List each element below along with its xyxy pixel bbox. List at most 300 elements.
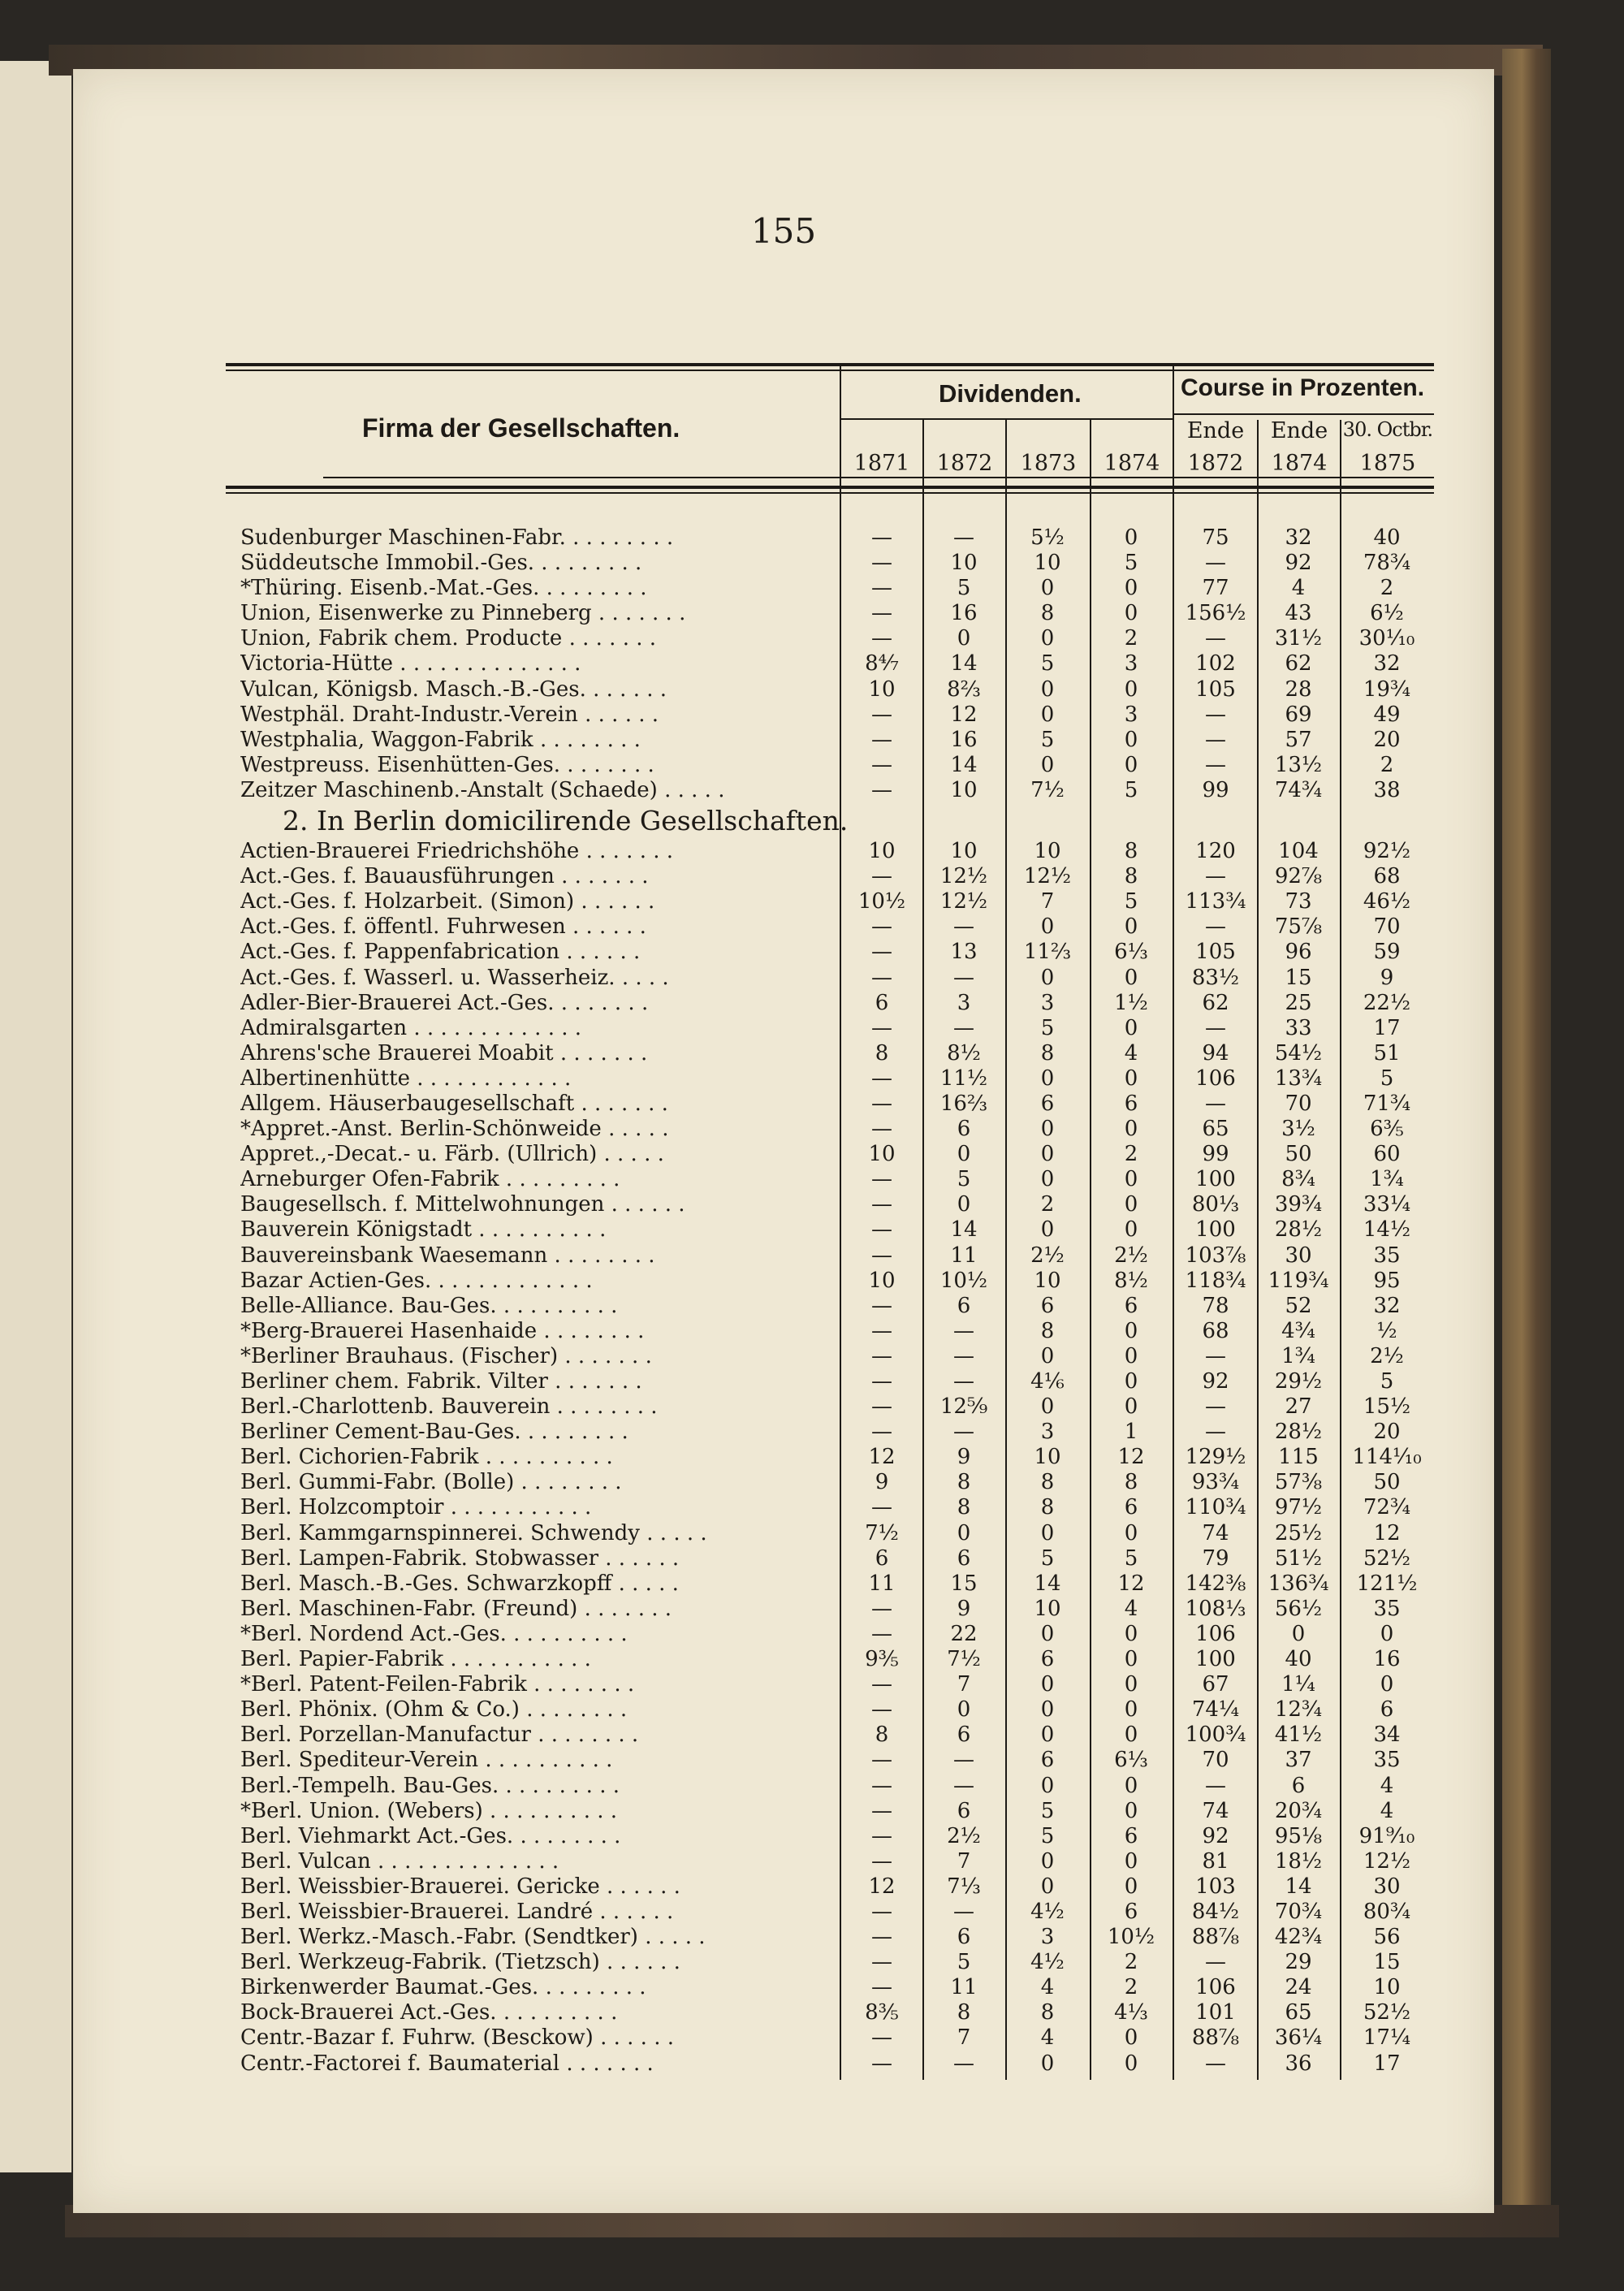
- course-1874: 41½: [1274, 1723, 1323, 1748]
- course-1874: 27: [1285, 1394, 1312, 1420]
- company-name: *Thüring. Eisenb.-Mat.-Ges. . . . . . . . .: [240, 576, 647, 601]
- div-1874: 0: [1124, 1647, 1138, 1672]
- course-1874: 20¾: [1274, 1798, 1323, 1823]
- course-1874: 29: [1285, 1950, 1312, 1975]
- div-1871: —: [871, 864, 892, 889]
- div-1874: 6⅓: [1114, 1748, 1148, 1773]
- div-1871: —: [871, 1293, 892, 1318]
- table-row: [226, 1672, 1434, 1697]
- table-row: [226, 940, 1434, 965]
- div-1874: 0: [1124, 1848, 1138, 1874]
- div-1873: 3: [1040, 1925, 1055, 1950]
- course-1875: 16: [1373, 1647, 1401, 1672]
- div-1871: —: [871, 1243, 892, 1268]
- company-name: Berliner Cement-Bau-Ges. . . . . . . . .: [240, 1420, 628, 1445]
- table-row: [226, 651, 1434, 676]
- company-name: Berl. Werkzeug-Fabrik. (Tietzsch) . . . . . .: [240, 1950, 680, 1975]
- binding-right: [1502, 49, 1551, 2225]
- div-1871: 7½: [865, 1520, 899, 1545]
- div-1873: 0: [1040, 1117, 1055, 1142]
- course-1872: 100: [1195, 1167, 1236, 1192]
- course-1872: —: [1205, 1950, 1226, 1975]
- div-1872: 22: [950, 1621, 978, 1646]
- course-1874: 8¾: [1281, 1167, 1315, 1192]
- div-1874: 0: [1124, 525, 1138, 550]
- course-1872: 93¾: [1191, 1470, 1240, 1495]
- company-name: Berl. Lampen-Fabrik. Stobwasser . . . . . .: [240, 1545, 680, 1571]
- div-1871: —: [871, 1091, 892, 1116]
- course-1874: 28½: [1274, 1420, 1323, 1445]
- div-1873: 7: [1040, 889, 1055, 914]
- div-1872: 8: [957, 2000, 971, 2025]
- table-body: [226, 525, 1434, 2077]
- course-1872: —: [1205, 626, 1226, 651]
- course-1872: —: [1205, 752, 1226, 777]
- div-1873: 6: [1040, 1293, 1055, 1318]
- course-1874: 31½: [1274, 626, 1323, 651]
- div-1873: 8: [1040, 601, 1055, 626]
- div-1871: —: [871, 1672, 892, 1697]
- table-row: [226, 1799, 1434, 1824]
- div-1873: 4½: [1030, 1899, 1065, 1924]
- div-1872: —: [953, 2051, 974, 2076]
- firma-header: Firma der Gesellschaften.: [362, 413, 680, 443]
- div-1871: —: [871, 965, 892, 990]
- div-1872: 0: [957, 1697, 971, 1723]
- course-1872: 106: [1195, 1066, 1236, 1091]
- course-1874: 4¾: [1281, 1318, 1315, 1343]
- div-1874: 2: [1124, 1975, 1138, 2000]
- table-row: [226, 1217, 1434, 1243]
- div-1873: 8: [1040, 1495, 1055, 1520]
- course-1872: 68: [1202, 1318, 1229, 1343]
- div-1871: —: [871, 525, 892, 550]
- course-1874: 18½: [1274, 1848, 1323, 1874]
- company-name: Berl. Cichorien-Fabrik . . . . . . . . . .: [240, 1445, 613, 1470]
- div-1873: 5: [1040, 1798, 1055, 1823]
- course-1874: 69: [1285, 702, 1312, 727]
- course-1872: 62: [1202, 990, 1229, 1015]
- div-1874: 0: [1124, 1394, 1138, 1420]
- company-name: Berl. Porzellan-Manufactur . . . . . . . .: [240, 1723, 639, 1748]
- company-name: Berl. Gummi-Fabr. (Bolle) . . . . . . . .: [240, 1470, 622, 1495]
- table-row: [226, 702, 1434, 728]
- div-1874: 5: [1124, 777, 1138, 802]
- header-divider: [323, 477, 1434, 478]
- course-1872: 74¼: [1191, 1697, 1240, 1723]
- company-name: Centr.-Factorei f. Baumaterial . . . . . . .: [240, 2051, 654, 2076]
- course-1875: 121½: [1356, 1571, 1418, 1596]
- table-row: [226, 1597, 1434, 1622]
- div-1874: 0: [1124, 914, 1138, 940]
- div-1873: 0: [1040, 576, 1055, 601]
- table-row: [226, 626, 1434, 651]
- div-1873: 10: [1034, 839, 1061, 864]
- header-bottom-rule-2: [226, 492, 1434, 494]
- course-1875: 14½: [1363, 1217, 1411, 1243]
- div-1873: 8: [1040, 2000, 1055, 2025]
- div-1872: 10½: [939, 1268, 988, 1293]
- div-1872: 14: [950, 1217, 978, 1243]
- div-1872: 13: [950, 940, 978, 965]
- div-1873: 10: [1034, 1596, 1061, 1621]
- table-row: [226, 753, 1434, 778]
- course-1875: 35: [1373, 1243, 1401, 1268]
- div-1874: 0: [1124, 1520, 1138, 1545]
- div-1874: 6: [1124, 1899, 1138, 1924]
- course-1872: 120: [1195, 839, 1236, 864]
- course-1875: 17: [1373, 1015, 1401, 1040]
- div-1872: —: [953, 1748, 974, 1773]
- div-1874: 0: [1124, 676, 1138, 702]
- div-1872: 8½: [947, 1040, 981, 1066]
- div-1871: —: [871, 1420, 892, 1445]
- course-1875: 38: [1373, 777, 1401, 802]
- div-1873: 0: [1040, 1142, 1055, 1167]
- course-1875: 35: [1373, 1596, 1401, 1621]
- course-1874: 97½: [1274, 1495, 1323, 1520]
- dividend-subrule: [841, 418, 1173, 420]
- course-1874: 0: [1291, 1621, 1306, 1646]
- div-1874: 0: [1124, 1217, 1138, 1243]
- div-1872: 0: [957, 626, 971, 651]
- div-1871: —: [871, 1015, 892, 1040]
- course-1872: 105: [1195, 676, 1236, 702]
- company-name: Act.-Ges. f. Wasserl. u. Wasserheiz. . . . .: [240, 965, 669, 990]
- div-1871: —: [871, 752, 892, 777]
- company-name: Westpreuss. Eisenhütten-Ges. . . . . . . .: [240, 752, 654, 777]
- course-col3-year: 1875: [1359, 451, 1416, 476]
- div-1872: —: [953, 1318, 974, 1343]
- company-name: Actien-Brauerei Friedrichshöhe . . . . . . .: [240, 839, 674, 864]
- course-1872: 99: [1202, 777, 1229, 802]
- course-1872: 88⅞: [1191, 1925, 1240, 1950]
- course-1874: 25: [1285, 990, 1312, 1015]
- course-1874: 30: [1285, 1243, 1312, 1268]
- div-1871: —: [871, 1167, 892, 1192]
- div-1871: 6: [875, 1545, 889, 1571]
- table-row: [226, 2000, 1434, 2025]
- company-name: Berl. Werkz.-Masch.-Fabr. (Sendtker) . . . . .: [240, 1925, 706, 1950]
- div-1871: —: [871, 1925, 892, 1950]
- div-1872: 7⅓: [947, 1874, 981, 1899]
- year-1873: 1873: [1020, 451, 1077, 476]
- div-1874: 0: [1124, 1773, 1138, 1798]
- div-1873: 4⅙: [1030, 1369, 1065, 1394]
- course-1875: 32: [1373, 651, 1401, 676]
- div-1873: 7½: [1030, 777, 1065, 802]
- div-1873: 14: [1034, 1571, 1061, 1596]
- div-1872: 9: [957, 1445, 971, 1470]
- course-1872: 88⅞: [1191, 2025, 1240, 2051]
- div-1871: 10: [868, 1142, 896, 1167]
- div-1872: 7½: [947, 1647, 981, 1672]
- course-1874: 40: [1285, 1647, 1312, 1672]
- div-1873: 11⅔: [1023, 940, 1072, 965]
- course-1872: 81: [1202, 1848, 1229, 1874]
- course-1872: 110¾: [1185, 1495, 1246, 1520]
- div-1874: 2: [1124, 1950, 1138, 1975]
- course-1875: 59: [1373, 940, 1401, 965]
- course-1875: 46½: [1363, 889, 1411, 914]
- course-1874: 70¾: [1274, 1899, 1323, 1924]
- div-1873: 5: [1040, 1545, 1055, 1571]
- div-1873: 5½: [1030, 525, 1065, 550]
- div-1872: 5: [957, 1167, 971, 1192]
- course-1874: 29½: [1274, 1369, 1323, 1394]
- div-1873: 0: [1040, 1066, 1055, 1091]
- div-1871: —: [871, 1343, 892, 1368]
- div-1872: 6: [957, 1723, 971, 1748]
- div-1873: 0: [1040, 1394, 1055, 1420]
- div-1872: 16: [950, 727, 978, 752]
- div-1871: 6: [875, 990, 889, 1015]
- table-row: [226, 1294, 1434, 1319]
- course-1872: 100: [1195, 1217, 1236, 1243]
- table-row: [226, 914, 1434, 940]
- course-1875: 17: [1373, 2051, 1401, 2076]
- course-1875: 52½: [1363, 2000, 1411, 2025]
- course-1875: 78¾: [1363, 551, 1411, 576]
- course-1874: 136¾: [1268, 1571, 1329, 1596]
- course-1875: 56: [1373, 1925, 1401, 1950]
- course-1874: 43: [1285, 601, 1312, 626]
- company-name: Albertinenhütte . . . . . . . . . . . .: [240, 1066, 572, 1091]
- course-1874: 73: [1285, 889, 1312, 914]
- div-1874: 0: [1124, 2051, 1138, 2076]
- course-1875: 5: [1380, 1369, 1394, 1394]
- div-1871: 8⅗: [865, 2000, 899, 2025]
- course-1875: 34: [1373, 1723, 1401, 1748]
- table-row: [226, 1066, 1434, 1091]
- div-1872: 16: [950, 601, 978, 626]
- course-1875: 4: [1380, 1798, 1394, 1823]
- table-row: [226, 1774, 1434, 1799]
- course-1874: 39¾: [1274, 1192, 1323, 1217]
- company-name: Adler-Bier-Brauerei Act.-Ges. . . . . . . .: [240, 990, 649, 1015]
- div-1874: 8: [1124, 1470, 1138, 1495]
- div-1874: 0: [1124, 965, 1138, 990]
- div-1874: 3: [1124, 702, 1138, 727]
- course-1874: 33: [1285, 1015, 1312, 1040]
- table-row: [226, 2051, 1434, 2077]
- div-1874: 0: [1124, 1318, 1138, 1343]
- div-1874: 0: [1124, 1015, 1138, 1040]
- course-1872: 101: [1195, 2000, 1236, 2025]
- course-1872: —: [1205, 1773, 1226, 1798]
- div-1873: 8: [1040, 1318, 1055, 1343]
- table-row: [226, 778, 1434, 803]
- table-row: [226, 991, 1434, 1016]
- course-subrule: [1174, 413, 1434, 415]
- course-1872: 103⅞: [1185, 1243, 1246, 1268]
- course-1872: 79: [1202, 1545, 1229, 1571]
- company-name: Berl. Weissbier-Brauerei. Gericke . . . . . .: [240, 1874, 680, 1899]
- div-1872: 6: [957, 1545, 971, 1571]
- course-1872: 84½: [1191, 1899, 1240, 1924]
- div-1872: 0: [957, 1192, 971, 1217]
- course-1872: 92: [1202, 1369, 1229, 1394]
- div-1874: 0: [1124, 1066, 1138, 1091]
- table-row: [226, 864, 1434, 889]
- table-row: [226, 1900, 1434, 1925]
- course-1872: 74: [1202, 1798, 1229, 1823]
- course-1872: 99: [1202, 1142, 1229, 1167]
- course-1872: 103: [1195, 1874, 1236, 1899]
- div-1871: —: [871, 777, 892, 802]
- div-1874: 10½: [1107, 1925, 1155, 1950]
- div-1874: 0: [1124, 1167, 1138, 1192]
- div-1872: —: [953, 965, 974, 990]
- div-1872: —: [953, 1369, 974, 1394]
- company-name: Act.-Ges. f. Holzarbeit. (Simon) . . . . . .: [240, 889, 655, 914]
- div-1873: 0: [1040, 2051, 1055, 2076]
- course-1872: 65: [1202, 1117, 1229, 1142]
- course-1872: 102: [1195, 651, 1236, 676]
- company-name: Westphäl. Draht-Industr.-Verein . . . . . .: [240, 702, 659, 727]
- div-1874: 12: [1117, 1445, 1145, 1470]
- div-1871: —: [871, 914, 892, 940]
- course-1872: 67: [1202, 1672, 1229, 1697]
- table-row: [226, 1546, 1434, 1571]
- div-1871: —: [871, 1950, 892, 1975]
- course-1875: 68: [1373, 864, 1401, 889]
- table-top-rule: [226, 363, 1434, 366]
- company-name: Belle-Alliance. Bau-Ges. . . . . . . . . .: [240, 1293, 618, 1318]
- company-name: Centr.-Bazar f. Fuhrw. (Besckow) . . . . . .: [240, 2025, 675, 2051]
- div-1873: 0: [1040, 752, 1055, 777]
- div-1874: 5: [1124, 551, 1138, 576]
- div-1874: 1: [1124, 1420, 1138, 1445]
- course-1872: 80⅓: [1191, 1192, 1240, 1217]
- course-1872: 156½: [1185, 601, 1246, 626]
- div-1872: —: [953, 525, 974, 550]
- div-1873: 10: [1034, 1445, 1061, 1470]
- div-1872: 7: [957, 2025, 971, 2051]
- course-1874: 65: [1285, 2000, 1312, 2025]
- div-1871: —: [871, 1697, 892, 1723]
- table-row: [226, 889, 1434, 914]
- div-1873: 0: [1040, 1723, 1055, 1748]
- table-row: [226, 1622, 1434, 1647]
- div-1872: 8⅔: [947, 676, 981, 702]
- course-1875: 114¹⁄₁₀: [1352, 1445, 1422, 1470]
- table-row: [226, 1269, 1434, 1294]
- course-1874: 92⅞: [1274, 864, 1323, 889]
- course-1874: 104: [1278, 839, 1319, 864]
- div-1872: 6: [957, 1925, 971, 1950]
- table-row: [226, 1344, 1434, 1369]
- div-1872: 8: [957, 1495, 971, 1520]
- div-1871: —: [871, 940, 892, 965]
- div-1871: —: [871, 1899, 892, 1924]
- table-row: [226, 1394, 1434, 1420]
- div-1871: 8⁴⁄₇: [865, 651, 899, 676]
- course-1875: 10: [1373, 1975, 1401, 2000]
- div-1873: 5: [1040, 651, 1055, 676]
- div-1873: 3: [1040, 990, 1055, 1015]
- div-1873: 8: [1040, 1470, 1055, 1495]
- course-1872: —: [1205, 702, 1226, 727]
- company-name: Act.-Ges. f. öffentl. Fuhrwesen . . . . . .: [240, 914, 646, 940]
- course-1874: 92: [1285, 551, 1312, 576]
- table-row: [226, 1319, 1434, 1344]
- div-1871: 12: [868, 1445, 896, 1470]
- div-1872: 11: [950, 1243, 978, 1268]
- course-1875: 60: [1373, 1142, 1401, 1167]
- div-1871: 10: [868, 839, 896, 864]
- course-1875: 6½: [1370, 601, 1404, 626]
- course-1875: ½: [1376, 1318, 1397, 1343]
- table-row: [226, 1243, 1434, 1269]
- course-col1-top: Ende: [1186, 418, 1245, 443]
- company-name: Birkenwerder Baumat.-Ges. . . . . . . . .: [240, 1975, 646, 2000]
- company-name: Berl. Phönix. (Ohm & Co.) . . . . . . . .: [240, 1697, 628, 1723]
- div-1873: 5: [1040, 1015, 1055, 1040]
- div-1872: —: [953, 1773, 974, 1798]
- course-1872: 108⅓: [1185, 1596, 1246, 1621]
- course-1874: 12¾: [1274, 1697, 1323, 1723]
- course-1875: 19¾: [1363, 676, 1411, 702]
- div-1873: 12½: [1023, 864, 1072, 889]
- course-1872: 106: [1195, 1975, 1236, 2000]
- course-1872: —: [1205, 1343, 1226, 1368]
- div-1873: 6: [1040, 1091, 1055, 1116]
- course-1874: 6: [1291, 1773, 1306, 1798]
- div-1874: 4: [1124, 1596, 1138, 1621]
- course-1874: 42¾: [1274, 1925, 1323, 1950]
- course-1875: 40: [1373, 525, 1401, 550]
- div-1871: —: [871, 601, 892, 626]
- course-1872: 142⅜: [1185, 1571, 1246, 1596]
- div-1871: —: [871, 2025, 892, 2051]
- table-row: [226, 728, 1434, 753]
- course-1875: 12½: [1363, 1848, 1411, 1874]
- course-1875: 22½: [1363, 990, 1411, 1015]
- company-name: Berl. Viehmarkt Act.-Ges. . . . . . . . .: [240, 1823, 621, 1848]
- company-name: Union, Eisenwerke zu Pinneberg . . . . . . .: [240, 601, 686, 626]
- div-1873: 5: [1040, 1823, 1055, 1848]
- table-row: [226, 525, 1434, 551]
- course-1875: 32: [1373, 1293, 1401, 1318]
- company-name: *Berl. Nordend Act.-Ges. . . . . . . . . .: [240, 1621, 628, 1646]
- div-1873: 0: [1040, 1874, 1055, 1899]
- company-name: Bauvereinsbank Waesemann . . . . . . . .: [240, 1243, 655, 1268]
- div-1874: 2: [1124, 1142, 1138, 1167]
- course-1875: 12: [1373, 1520, 1401, 1545]
- course-1875: 15: [1373, 1950, 1401, 1975]
- course-1874: 57: [1285, 727, 1312, 752]
- course-1875: 2: [1380, 752, 1394, 777]
- company-name: Berl. Holzcomptoir . . . . . . . . . . .: [240, 1495, 592, 1520]
- div-1874: 8½: [1114, 1268, 1148, 1293]
- div-1872: —: [953, 1015, 974, 1040]
- div-1873: 10: [1034, 1268, 1061, 1293]
- div-1874: 4⅓: [1114, 2000, 1148, 2025]
- course-1875: 30: [1373, 1874, 1401, 1899]
- course-1875: 52½: [1363, 1545, 1411, 1571]
- table-row: [226, 1445, 1434, 1470]
- div-1872: 6: [957, 1798, 971, 1823]
- course-1875: 20: [1373, 1420, 1401, 1445]
- course-1874: 24: [1285, 1975, 1312, 2000]
- company-name: *Berl. Union. (Webers) . . . . . . . . . .: [240, 1798, 618, 1823]
- div-1874: 0: [1124, 576, 1138, 601]
- course-1872: 70: [1202, 1748, 1229, 1773]
- div-1872: 7: [957, 1672, 971, 1697]
- div-1874: 0: [1124, 1874, 1138, 1899]
- course-1872: 106: [1195, 1621, 1236, 1646]
